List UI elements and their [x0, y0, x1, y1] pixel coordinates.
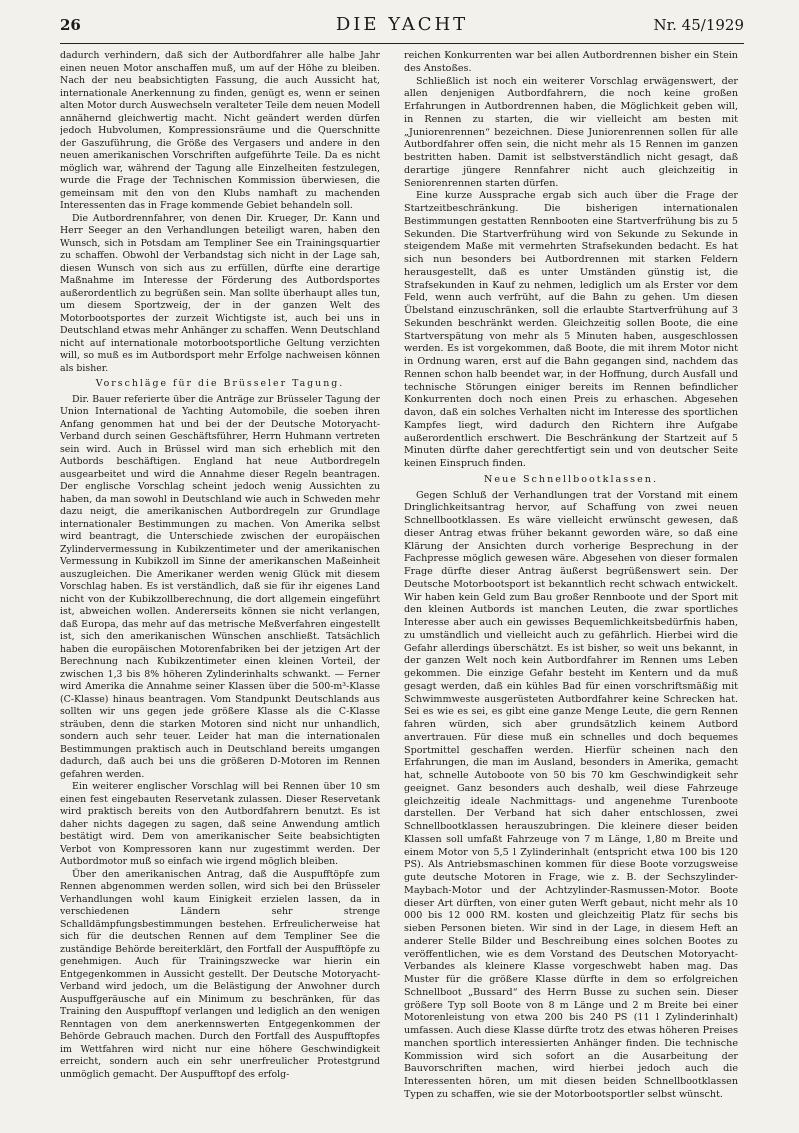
- page-header: [60, 14, 744, 40]
- issue-number: Nr. 45/1929: [653, 16, 744, 34]
- page-number: 26: [60, 16, 81, 34]
- left-column: [60, 50, 380, 1115]
- journal-title: DIE YACHT: [335, 14, 469, 35]
- paragraph: Dir. Bauer referierte über die Anträge zur Brüsseler Tagung der Union International de Yachting Automobile, die soeben ihren Anfang genommen hat und bei der der Deutsche Motoryacht-Verband durch seinen Geschäftsführer, Herrn Huhmann vertreten sein wird. Auch in Brüssel wird man sich erheblich mit den Autbords beschäftigen. England hat neue Autbordregeln ausgearbeitet und wird die Annahme dieser Regeln beantragen. Der englische Vorschlag scheint jedoch wenig Aussichten zu haben, da man sowohl in Deutschland wie auch in Schweden mehr dazu neigt, die amerikanischen Autbordregeln zur Grundlage internationaler Bestimmungen zu machen. Von Amerika selbst wird beantragt, die Unterschiede zwischen der europäischen Zylindervermessung in Kubikzentimeter und der amerikanischen Vermessung in Kubikzoll im Sinne der amerikanschen Maßeinheit auszugleichen. Die Amerikaner werden wenig Glück mit diesem Vorschlag haben. Es ist verständlich, daß sie für ihr eigenes Land nicht von der Kubikzollberechnung, die dort allgemein eingeführt ist, abweichen wollen. Andererseits können sie nicht verlangen, daß Europa, das mehr auf das metrische Meßverfahren eingestellt ist, sich den amerikanischen Wünschen anschließt. Tatsächlich haben die europäischen Motorenfabriken bei der jetzigen Art der Berechnung nach Kubikzentimeter einen kleinen Vorteil, der zwischen 1,3 bis 8% höheren Zylinderinhalts schwankt. — Ferner wird Amerika die Annahme seiner Klassen über die 500-m³-Klasse (C-Klasse) hinaus beantragen. Vom Standpunkt Deutschlands aus sollten wir uns gegen jede größere Klasse als die C-Klasse sträuben, denn die starken Motoren sind nicht nur unhandlich, sondern auch sehr teuer. Leider hat man die internationalen Bestimmungen praktisch auch in Deutschland bereits umgangen dadurch, daß auch bei uns die größeren D-Motoren im Rennen gefahren werden.: [60, 393, 380, 780]
- paragraph: Ein weiterer englischer Vorschlag will bei Rennen über 10 sm einen fest eingebauten Reservetank zulassen. Dieser Reservetank wird praktisch bereits von den Autbordfahrern benutzt. Es ist daher nichts dagegen zu sagen, daß seine Anwendung amtlich bestätigt wird. Dem von amerikanischer Seite beabsichtigten Verbot von Kompressoren kann nur zugestimmt werden. Der Autbordmotor muß so einfach wie irgend möglich bleiben.: [60, 781, 380, 867]
- section-heading: Neue Schnellbootklassen.: [484, 473, 658, 485]
- paragraph: Die Autbordrennfahrer, von denen Dir. Krueger, Dr. Kann und Herr Seeger an den Verhandlungen beteiligt waren, haben den Wunsch, sich in Potsdam am Templiner See ein Trainingsquartier zu schaffen. Obwohl der Verbandstag sich nicht in der Lage sah, diesen Wunsch von sich aus zu erfüllen, dürfte eine derartige Maßnahme im Interesse der Förderung des Autbordsportes außerordentlich zu begrüßen sein. Man sollte überhaupt alles tun, um diesem Sportzweig, der in der ganzen Welt des Motorbootsportes der zurzeit Wichtigste ist, auch bei uns in Deutschland etwas mehr Anhänger zu schaffen. Wenn Deutschland nicht auf internationale motorbootsportliche Geltung verzichten will, so muß es im Autbordsport mehr Erfolge nachweisen können als bisher.: [60, 212, 380, 374]
- paragraph: reichen Konkurrenten war bei allen Autbordrennen bisher ein Stein des Anstoßes.: [404, 50, 738, 74]
- paragraph: Gegen Schluß der Verhandlungen trat der Vorstand mit einem Dringlichkeitsantrag hervor, auf Schaffung von zwei neuen Schnellbootklassen. Es wäre vielleicht erwünscht gewesen, daß dieser Antrag etwas früher bekannt geworden wäre, so daß eine Klärung der Ansichten durch vorherige Besprechung in der Fachpresse möglich gewesen wäre. Abgesehen von dieser formalen Frage dürfte dieser Antrag äußerst begrüßenswert sein. Der Deutsche Motorbootsport ist bekanntlich recht schwach entwickelt. Wir haben kein Geld zum Bau großer Rennboote und der Sport mit den kleinen Autbords ist manchen Leuten, die zwar sportliches Interesse aber auch ein gewisses Bequemlichkeitsbedürfnis haben, zu umständlich und vielleicht auch zu gefährlich. Hierbei wird die Gefahr allerdings überschätzt. Es ist bisher, so weit uns bekannt, in der ganzen Welt noch kein Autbordfahrer im Rennen ums Leben gekommen. Die einzige Gefahr besteht im Kentern und da muß gesagt werden, daß ein kühles Bad für einen vorschriftsmäßig mit Schwimmweste ausgerüsteten Autbordfahrer keine Schrecken hat. Sei es wie es sei, es gibt eine ganze Menge Leute, die gern Rennen fahren würden, sich aber grundsätzlich keinem Autbord anvertrauen. Für diese muß ein schnelles und doch bequemes Sportmittel geschaffen werden. Hierfür scheinen nach den Erfahrungen, die man im Ausland, besonders in Amerika, gemacht hat, schnelle Autoboote von 50 bis 70 km Geschwindigkeit sehr geeignet. Ganz besonders auch deshalb, weil diese Fahrzeuge gleichzeitig ideale Nachmittags- und angenehme Turenboote darstellen. Der Verband hat sich daher entschlossen, zwei Schnellbootklassen herauszubringen. Die kleinere dieser beiden Klassen soll umfaßt Fahrzeuge von 7 m Länge, 1,80 m Breite und einem Motor von 5,5 l Zylinderinhalt (entspricht etwa 100 bis 120 PS). Als Antriebsmaschinen kommen für diese Boote vorzugsweise gute deutsche Motoren in Frage, wie z. B. der Sechszylinder-Maybach-Motor und der Achtzylinder-Rasmussen-Motor. Boote dieser Art dürften, von einer guten Werft gebaut, nicht mehr als 10 000 bis 12 000 RM. kosten und gleichzeitig Platz für sechs bis sieben Personen bieten. Wir sind in der Lage, in diesem Heft an anderer Stelle Bilder und Beschreibung eines solchen Bootes zu veröffentlichen, wie es dem Vorstand des Deutschen Motoryacht-Verbandes als kleinere Klasse vorgeschwebt haben mag. Das Muster für die größere Klasse dürfte in dem so erfolgreichen Schnellboot „Bussard“ des Herrn Busse zu suchen sein. Dieser größere Typ soll Boote von 8 m Länge und 2 m Breite bei einer Motorenleistung von etwa 200 bis 240 PS (11 l Zylinderinhalt) umfassen. Auch diese Klasse dürfte trotz des etwas höheren Preises manchen sportlich interessierten Anhänger finden. Die technische Kommission wird sich sofort an die Ausarbeitung der Bauvorschriften machen, wird hierbei jedoch auch die Interessenten hören, um mit diesen beiden Schnellbootklassen Typen zu schaffen, wie sie der Motorbootsportler selbst wünscht.: [404, 489, 738, 1100]
- paragraph: Über den amerikanischen Antrag, daß die Auspufftöpfe zum Rennen abgenommen werden sollen, wird sich bei den Brüsseler Verhandlungen wohl kaum Einigkeit erzielen lassen, da in verschiedenen Ländern sehr strenge Schalldämpfungsbestimmungen bestehen. Erfreulicherweise hat sich für die deutschen Rennen auf dem Templiner See die zuständige Behörde bereiterklärt, den Fortfall der Auspufftöpfe zu genehmigen. Auch für Trainingszwecke war hierin ein Entgegenkommen in Aussicht gestellt. Der Deutsche Motoryacht-Verband wird jedoch, um die Belästigung der Anwohner durch Auspuffgeräusche auf ein Minimum zu beschränken, für das Training den Auspufftopf verlangen und lediglich an den wenigen Renntagen von dem anerkennswerten Entgegenkommen der Behörde Gebrauch machen. Durch den Fortfall des Auspufftopfes im Wettfahren wird nicht nur eine höhere Geschwindigkeit erreicht, sondern auch ein sehr unerfreulicher Protestgrund unmöglich gemacht. Der Auspufftopf des erfolg-: [60, 868, 380, 1080]
- right-column: [404, 50, 738, 1115]
- header-rule: [60, 43, 744, 44]
- paragraph: Schließlich ist noch ein weiterer Vorschlag erwägenswert, der allen denjenigen Autbordfahrern, die noch keine großen Erfahrungen in Autbordrennen haben, die Möglichkeit geben will, in Rennen zu starten, die wir vielleicht am besten mit „Juniorenrennen“ bezeichnen. Diese Juniorenrennen sollen für alle Autbordfahrer offen sein, die nicht mehr als 15 Rennen im ganzen bestritten haben. Damit ist selbstverständlich nicht gesagt, daß derartige jüngere Rennfahrer nicht auch gleichzeitig in Seniorenrennen starten dürfen.: [404, 75, 738, 189]
- paragraph: Eine kurze Aussprache ergab sich auch über die Frage der Startzeitbeschränkung. Die bisherigen internationalen Bestimmungen gestatten Rennbooten eine Startverfrühung bis zu 5 Sekunden. Die Startverfrühung wird von Sekunde zu Sekunde in steigendem Maße mit vermehrten Strafsekunden bedacht. Es hat sich nun besonders bei Autbordrennen mit starken Feldern herausgestellt, daß es unter Umständen günstig ist, die Strafsekunden in Kauf zu nehmen, lediglich um als Erster vor dem Feld, wenn auch verfrüht, auf die Bahn zu gehen. Um diesen Übelstand einzuschränken, soll die erlaubte Startverfrühung auf 3 Sekunden beschränkt werden. Gleichzeitig sollen Boote, die eine Startverspätung von mehr als 5 Minuten haben, ausgeschlossen werden. Es ist vorgekommen, daß Boote, die mit ihrem Motor nicht in Ordnung waren, erst auf die Bahn gegangen sind, nachdem das Rennen schon halb beendet war, in der Hoffnung, durch Ausfall und technische Störungen einiger bereits im Rennen befindlicher Konkurrenten doch noch einen Preis zu erhaschen. Abgesehen davon, daß ein solches Verhalten nicht im Interesse des sportlichen Kampfes liegt, wird dadurch den Richtern ihre Aufgabe außerordentlich erschwert. Die Beschränkung der Startzeit auf 5 Minuten dürfte daher gerechtfertigt sein und von deutscher Seite keinen Einspruch finden.: [404, 190, 738, 469]
- section-heading: Vorschläge für die Brüsseler Tagung.: [95, 378, 345, 389]
- paragraph: dadurch verhindern, daß sich der Autbordfahrer alle halbe Jahr einen neuen Motor anschaffen muß, um auf der Höhe zu bleiben. Nach der neu beabsichtigten Fassung, die auch Aussicht hat, internationale Anerkennung zu finden, genügt es, wenn er seinen alten Motor durch Auswechseln veralteter Teile dem neuen Modell annähernd gleichwertig macht. Nicht geändert werden dürfen jedoch Hubvolumen, Kompressionsräume und die Querschnitte der Gaszuführung, die Größe des Vergasers und andere in den neuen amerikanischen Vorschriften aufgeführte Teile. Da es nicht möglich war, während der Tagung alle Einzelheiten festzulegen, wurde die Frage der Technischen Kommission überwiesen, die gemeinsam mit den von den Klubs namhaft zu machenden Interessenten das in Frage kommende Gebiet behandeln soll.: [60, 50, 380, 211]
